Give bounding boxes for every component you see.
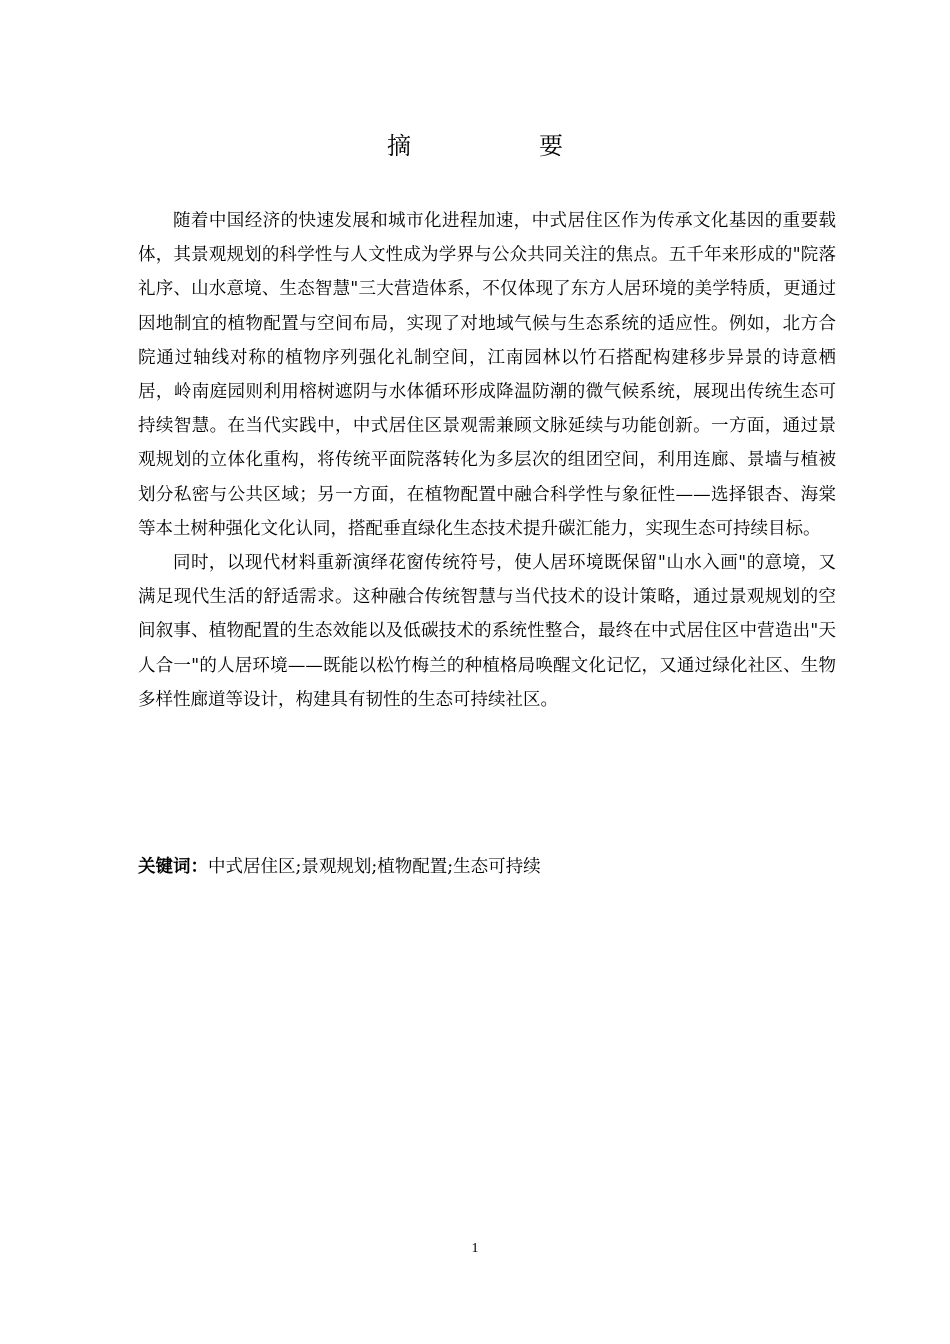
page-number: 1 <box>471 1241 479 1256</box>
abstract-paragraph-1: 随着中国经济的快速发展和城市化进程加速，中式居住区作为传承文化基因的重要载体，其景观规划的科学性与人文性成为学界与公众共同关注的焦点。五千年来形成的"院落礼序、山水意境、生态智慧"三大营造体系，不仅体现了东方人居环境的美学特质，更通过因地制宜的植物配置与空间布局，实现了对地域气候与生态系统的适应性。例如，北方合院通过轴线对称的植物序列强化礼制空间，江南园林以竹石搭配构建移步异景的诗意栖居，岭南庭园则利用榕树遮阴与水体循环形成降温防潮的微气候系统，展现出传统生态可持续智慧。在当代实践中，中式居住区景观需兼顾文脉延续与功能创新。一方面，通过景观规划的立体化重构，将传统平面院落转化为多层次的组团空间，利用连廊、景墙与植被划分私密与公共区域；另一方面，在植物配置中融合科学性与象征性——选择银杏、海棠等本土树种强化文化认同，搭配垂直绿化生态技术提升碳汇能力，实现生态可持续目标。 <box>138 211 836 539</box>
abstract-title: 摘 要 <box>387 132 615 160</box>
abstract-paragraph-2: 同时，以现代材料重新演绎花窗传统符号，使人居环境既保留"山水入画"的意境，又满足现代生活的舒适需求。这种融合传统智慧与当代技术的设计策略，通过景观规划的空间叙事、植物配置的生态效能以及低碳技术的系统性整合，最终在中式居住区中营造出"天人合一"的人居环境——既能以松竹梅兰的种植格局唤醒文化记忆，又通过绿化社区、生物多样性廊道等设计，构建具有韧性的生态可持续社区。 <box>138 553 836 710</box>
keywords-label: 关键词： <box>138 857 208 877</box>
abstract-body <box>138 204 836 717</box>
keywords-line <box>138 852 836 882</box>
keywords-value: 中式居住区;景观规划;植物配置;生态可持续 <box>208 857 541 877</box>
